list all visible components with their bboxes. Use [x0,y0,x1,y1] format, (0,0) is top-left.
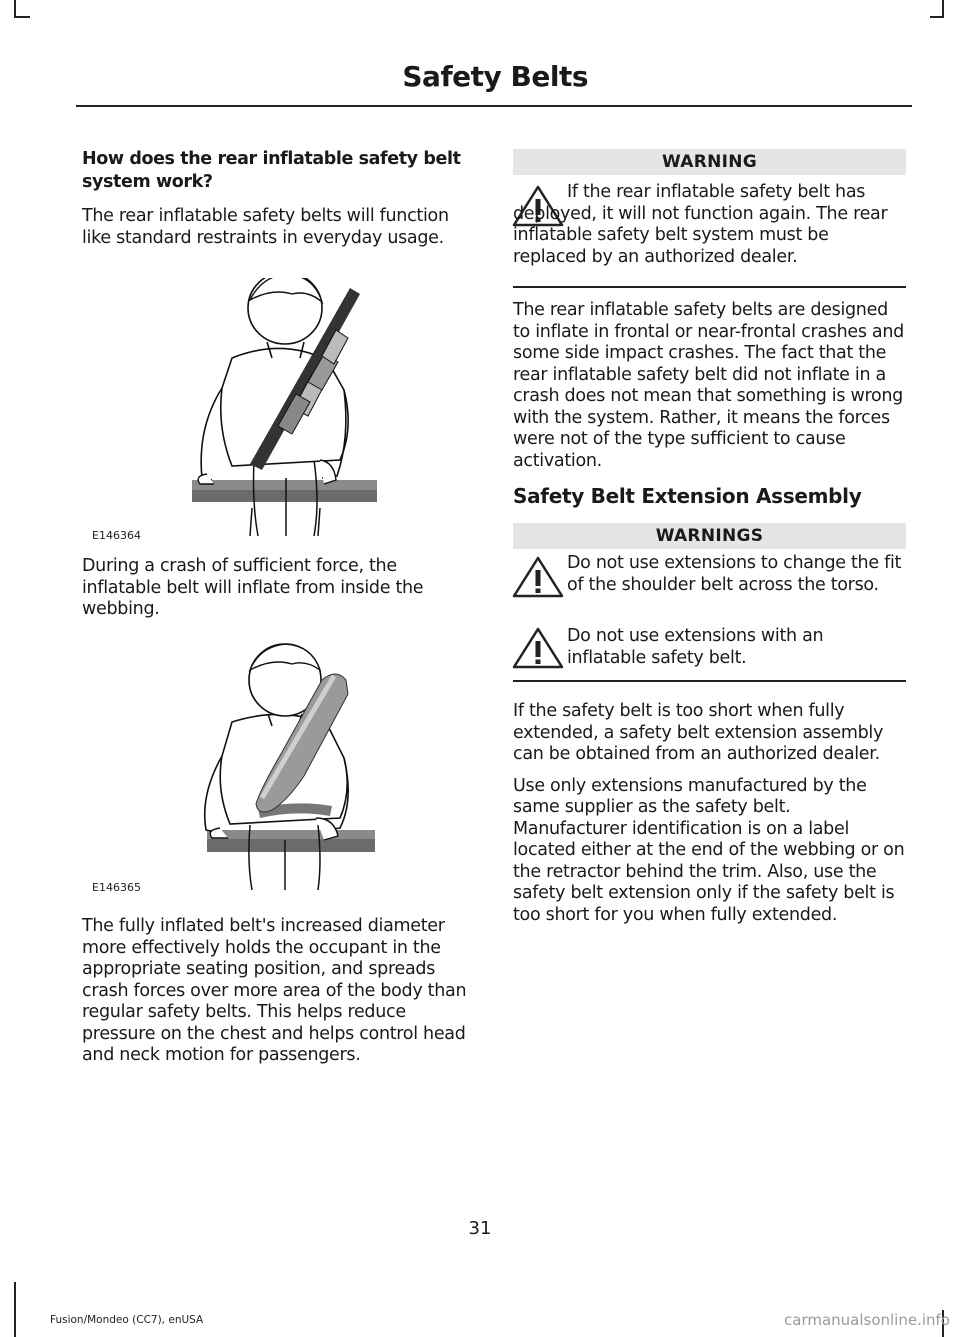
crop-mark [930,16,944,18]
left-column-middle [82,556,475,621]
warnings-box [513,523,906,549]
paragraph: During a crash of sufficient force, the inflatable belt will inflate from inside the webbing. [82,556,424,619]
child-inflated-belt-illustration [82,640,475,892]
footer-text: Fusion/Mondeo (CC7), enUSA [50,1314,204,1326]
paragraph: The rear inflatable safety belts are designed to inflate in frontal or near-frontal crashes and some side impact crashes. The fact that the rear inflatable safety belt did not inflate in a crash does not mean that something is wrong with the system. Rather, it means the forces were not of the type sufficient to cause activation. [513,300,904,471]
figure-inflatable-belt-normal [82,278,475,540]
paragraph: The fully inflated belt's increased diameter more effectively holds the occupant in the appropriate seating position, and spreads crash forces over more area of the body than regular safety belts. This helps reduce pressure on the chest and helps control head and neck motion for passengers. [82,916,467,1065]
figure-code: E146364 [92,529,141,542]
warning-text-block [567,626,907,669]
warning-rule [513,680,906,682]
warning-box [513,149,906,175]
warning-text: Do not use extensions to change the fit of the shoulder belt across the torso. [567,553,902,595]
figure-inflatable-belt-inflated [82,640,475,892]
left-column-top [82,148,475,249]
paragraph: Use only extensions manufactured by the same supplier as the safety belt. Manufacturer identification is on a label located either at the end of the webbing or on the retractor behind the trim. Also, use the safety belt extension only if the safety belt is too short for you when fully extended. [513,775,905,925]
warning-triangle-icon [511,555,565,599]
warning-text: Do not use extensions with an inflatable safety belt. [567,626,824,668]
right-paragraph-block [513,701,906,926]
paragraph: If the safety belt is too short when fully extended, a safety belt extension assembly can be obtained from an authorized dealer. [513,701,884,764]
crop-mark [14,1282,16,1337]
figure-code: E146365 [92,881,141,894]
header-rule [76,105,912,107]
warning-text-block [567,553,907,596]
warning-rule [513,286,906,288]
watermark: carmanualsonline.info [784,1311,950,1329]
warning-triangle-icon [511,626,565,670]
warning-text-block [513,182,906,268]
page-number: 31 [468,1218,492,1239]
section-heading-block [513,483,906,509]
section-heading: How does the rear inflatable safety belt system work? [82,149,461,192]
warning-label: WARNING [513,149,906,175]
crop-mark [14,16,30,18]
right-paragraph-block [513,300,906,472]
page-title: Safety Belts [402,60,588,93]
child-belt-illustration [82,278,475,540]
left-column-bottom [82,916,475,1067]
warning-text: If the rear inflatable safety belt has deployed, it will not function again. The rear inflatable safety belt system must be replaced by an authorized dealer. [513,182,888,267]
warnings-label: WARNINGS [513,523,906,549]
paragraph: The rear inflatable safety belts will function like standard restraints in everyday usage. [82,206,449,248]
section-heading: Safety Belt Extension Assembly [513,484,862,508]
